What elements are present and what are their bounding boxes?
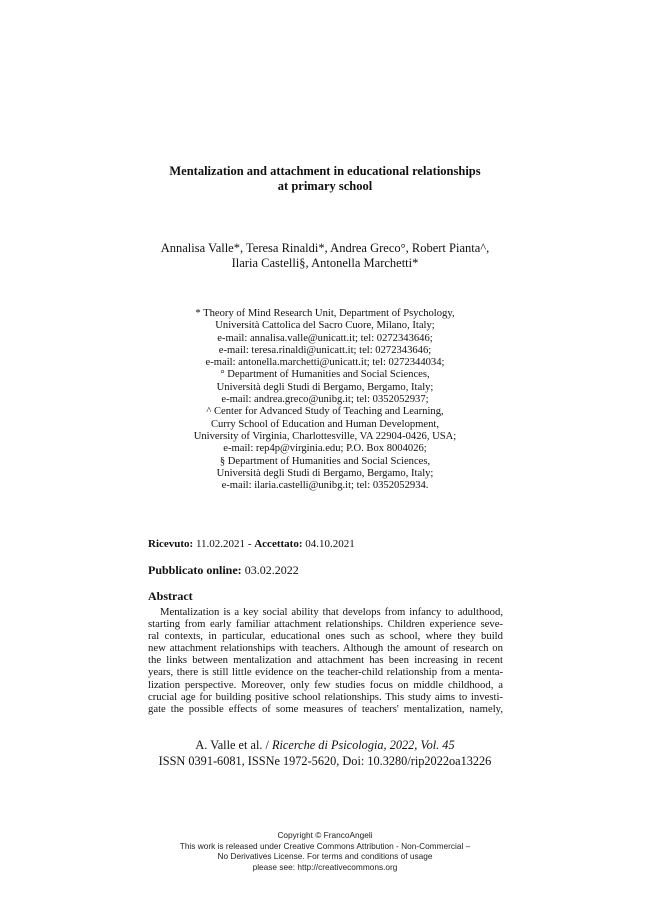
affiliation-line: e-mail: ilaria.castelli@unibg.it; tel: 0352052934. [221,480,429,492]
affiliations [0,308,650,492]
paper-title [0,164,650,194]
affiliation-line: * Theory of Mind Research Unit, Department of Psychology, [195,308,455,319]
dates-separator: - [245,538,255,550]
affiliation-line: University of Virginia, Charlottesville, VA 22904-0426, USA; [193,430,457,442]
authors-line-1: Annalisa Valle*, Teresa Rinaldi*, Andrea Greco°, Robert Pianta^, [160,241,490,255]
accepted-label: Accettato: [254,538,303,550]
affiliation-line: e-mail: antonella.marchetti@unicatt.it; tel: 0272344034; [205,357,445,369]
affiliation-line: Università degli Studi di Bergamo, Bergamo, Italy; [216,467,434,479]
abstract-line: gate the possible effects of some measures of teachers' mentalization, namely, [148,702,503,715]
affiliation-line: Università degli Studi di Bergamo, Bergamo, Italy; [216,381,434,393]
affiliation-line: ° Department of Humanities and Social Sciences, [220,369,430,381]
affiliation-line: e-mail: andrea.greco@unibg.it; tel: 0352052937; [221,394,429,406]
published-date: 03.02.2022 [244,563,299,577]
abstract-body [148,606,503,715]
citation-journal: Ricerche di Psicologia, 2022, Vol. 45 [272,738,455,752]
copyright-footer [0,830,650,872]
published-label: Pubblicato online: [148,563,242,577]
abstract-line: lization perspective. Moreover, only few studies focus on middle childhood, a [148,678,503,691]
accepted-date: 04.10.2021 [305,538,355,550]
abstract-line: Mentalization is a key social ability that develops from infancy to adulthood, [160,606,503,618]
abstract-line: starting from early familiar attachment relationships. Children experience seve- [148,618,503,631]
authors-line-2: Ilaria Castelli§, Antonella Marchetti* [231,256,419,270]
citation-authors: A. Valle et al. / [195,738,272,752]
citation-line [0,738,650,754]
abstract-line: years, there is still little evidence on the teacher-child relationship from a menta- [148,666,503,679]
affiliation-line: ^ Center for Advanced Study of Teaching and Learning, [206,406,444,418]
submission-dates [148,537,355,551]
abstract-line: new attachment relationships with teachers. Although the amount of research on [148,642,503,655]
footer-line-2: This work is released under Creative Commons Attribution - Non-Commercial – [179,840,471,851]
affiliation-line: e-mail: annalisa.valle@unicatt.it; tel: 0272343646; [217,332,433,344]
abstract-heading: Abstract [148,589,193,603]
abstract-line: crucial age for building positive school relationships. This study aims to investi- [148,690,503,703]
citation-block [0,738,650,769]
title-line-2: at primary school [277,179,373,193]
footer-line-3: No Derivatives License. For terms and conditions of usage [217,851,433,861]
affiliation-line: e-mail: rep4p@virginia.edu; P.O. Box 8004026; [223,443,427,455]
published-online [148,563,299,578]
citation-issn: ISSN 0391-6081, ISSNe 1972-5620, Doi: 10.3280/rip2022oa13226 [158,753,492,768]
affiliation-line: Curry School of Education and Human Development, [210,418,439,430]
received-date: 11.02.2021 [195,538,246,550]
footer-line-4: please see: http://creativecommons.org [252,861,398,872]
affiliation-line: § Department of Humanities and Social Sciences, [219,455,431,467]
received-label: Ricevuto: [148,538,194,550]
footer-line-1: Copyright © FrancoAngeli [277,830,373,840]
author-list [0,241,650,271]
affiliation-line: e-mail: teresa.rinaldi@unicatt.it; tel: 0272343646; [218,344,432,356]
title-line-1: Mentalization and attachment in educational relationships [169,164,481,178]
affiliation-line: Università Cattolica del Sacro Cuore, Milano, Italy; [215,320,435,332]
abstract-line: ral contexts, in particular, educational ones such as school, where they build [148,630,503,643]
abstract-line: the links between mentalization and attachment has been increasing in recent [148,654,503,667]
